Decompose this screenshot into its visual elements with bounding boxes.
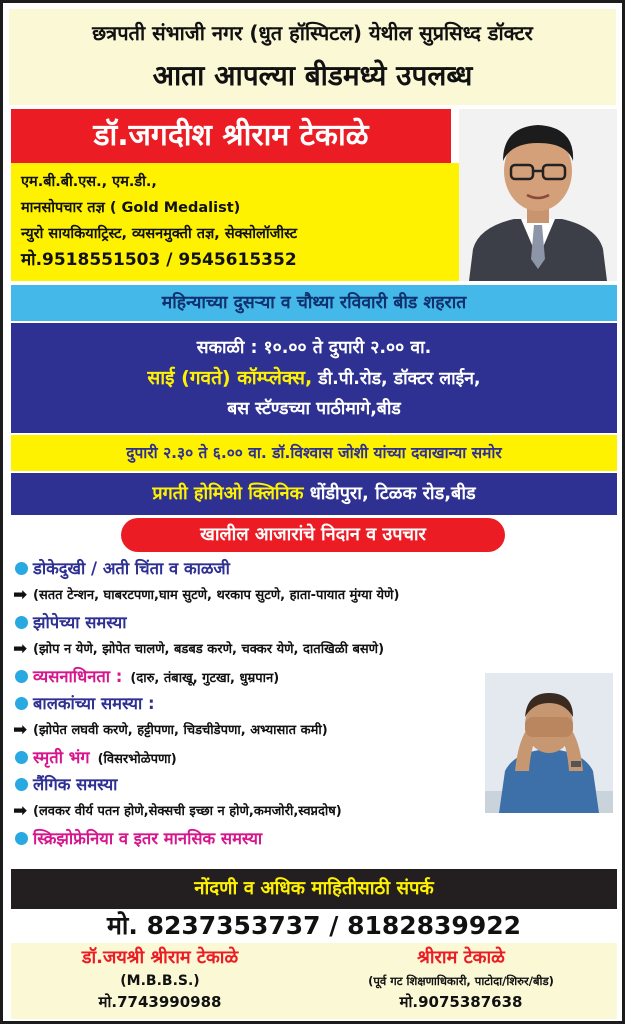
bullet-icon bbox=[15, 778, 28, 791]
header-banner bbox=[9, 9, 616, 105]
visit-days-banner: महिन्याच्या दुसऱ्या व चौथ्या रविवारी बीड शहरात bbox=[11, 285, 617, 321]
footer-left-phone: मो.7743990988 bbox=[98, 993, 222, 1011]
bullet-icon bbox=[15, 616, 28, 629]
treatment-note: (विसरभोळेपणा) bbox=[97, 752, 177, 767]
treatment-symptoms-text: (झोपेत लघवी करणे, हट्टीपणा, चिडचीडेपणा, अभ्यासात कमी) bbox=[33, 723, 328, 738]
header-line-1: छत्रपती संभाजी नगर (धुत हॉस्पिटल) येथील सुप्रसिध्द डॉक्टर bbox=[92, 21, 533, 45]
footer-left-name: डॉ.जयश्री श्रीराम टेकाळे bbox=[81, 947, 239, 968]
treatment-heading-text: बालकांच्या समस्या : bbox=[33, 694, 155, 713]
treatment-symptoms-text: (झोप न येणे, झोपेत चालणे, बडबड करणे, चक्कर येणे, दातखिळी बसणे) bbox=[33, 642, 385, 657]
treatment-heading-text: लैंगिक समस्या bbox=[33, 775, 118, 794]
clinic-address bbox=[11, 473, 617, 515]
arrow-right-icon: ➡ bbox=[13, 720, 28, 740]
doctor-name: डॉ.जगदीश श्रीराम टेकाळे bbox=[11, 109, 451, 163]
doctor-roles: न्युरो सायकियाट्रिस्ट, व्यसनमुक्ती तज्ञ, सेक्सोलॉजीस्ट bbox=[21, 226, 298, 242]
footer-right-name: श्रीराम टेकाळे bbox=[417, 947, 505, 968]
contact-phone: मो. 8237353737 / 8182839922 bbox=[11, 909, 617, 943]
treatment-heading bbox=[11, 609, 617, 636]
clinic-name: प्रगती होमिओ क्लिनिक bbox=[152, 483, 304, 504]
morning-place-highlight: साई (गवते) कॉम्प्लेक्स, bbox=[147, 367, 313, 389]
arrow-right-icon: ➡ bbox=[13, 639, 28, 659]
stressed-person-photo bbox=[485, 673, 613, 813]
treatment-heading-text: डोकेदुखी / अती चिंता व काळजी bbox=[33, 559, 230, 578]
doctor-qualifications bbox=[11, 163, 459, 281]
footer-contact-right bbox=[311, 945, 611, 1013]
morning-place-rest: डी.पी.रोड, डॉक्टर लाईन, bbox=[318, 369, 481, 389]
treatment-heading bbox=[11, 555, 617, 582]
footer bbox=[11, 943, 617, 1019]
treatment-symptoms bbox=[11, 636, 617, 663]
bullet-icon bbox=[15, 832, 28, 845]
doctor-phone: मो.9518551503 / 9545615352 bbox=[21, 250, 297, 270]
doctor-photo bbox=[459, 109, 617, 281]
treatment-note: (दारु, तंबाखू, गुटखा, धुम्रपान) bbox=[130, 671, 280, 686]
treatment-heading-text: स्क्रिझोफ्रेनिया व इतर मानसिक समस्या bbox=[33, 829, 263, 848]
arrow-right-icon: ➡ bbox=[13, 585, 28, 605]
bullet-icon bbox=[15, 562, 28, 575]
footer-left-degree: (M.B.B.S.) bbox=[120, 973, 200, 989]
bullet-icon bbox=[15, 670, 28, 683]
treatments-title: खालील आजारांचे निदान व उपचार bbox=[121, 518, 505, 552]
footer-right-phone: मो.9075387638 bbox=[399, 993, 523, 1011]
doctor-specialty: मानसोपचार तज्ञ ( Gold Medalist) bbox=[21, 200, 241, 216]
treatment-heading-text: झोपेच्या समस्या bbox=[33, 613, 127, 632]
arrow-right-icon: ➡ bbox=[13, 801, 28, 821]
doctor-degrees: एम.बी.बी.एस., एम.डी., bbox=[21, 174, 157, 190]
treatment-symptoms-text: (लवकर वीर्य पतन होणे,सेक्सची इच्छा न होणे,कमजोरी,स्वप्नदोष) bbox=[33, 804, 342, 819]
footer-contact-left bbox=[15, 945, 305, 1013]
footer-right-designation: (पूर्व गट शिक्षणाधिकारी, पाटोदा/शिरुर/बीड) bbox=[368, 974, 554, 988]
treatment-heading bbox=[11, 825, 617, 852]
morning-place-line-2: बस स्टॅण्डच्या पाठीमागे,बीड bbox=[227, 399, 401, 419]
clinic-location: धोंडीपुरा, टिळक रोड,बीड bbox=[309, 483, 476, 504]
treatment-heading-text: स्मृती भंग bbox=[33, 748, 90, 767]
treatment-symptoms bbox=[11, 582, 617, 609]
morning-schedule bbox=[11, 323, 617, 433]
contact-title: नोंदणी व अधिक माहितीसाठी संपर्क bbox=[11, 869, 617, 909]
morning-place bbox=[11, 363, 617, 394]
afternoon-schedule: दुपारी २.३० ते ६.०० वा. डॉ.विश्वास जोशी यांच्या दवाखान्या समोर bbox=[11, 435, 617, 471]
header-line-2: आता आपल्या बीडमध्ये उपलब्ध bbox=[152, 59, 473, 92]
morning-time: सकाळी : १०.०० ते दुपारी २.०० वा. bbox=[196, 338, 432, 358]
treatment-heading-text: व्यसनाधिनता : bbox=[33, 667, 123, 686]
treatment-symptoms-text: (सतत टेन्शन, घाबरटपणा,घाम सुटणे, थरकाप सुटणे, हाता-पायात मुंग्या येणे) bbox=[33, 588, 400, 603]
bullet-icon bbox=[15, 751, 28, 764]
bullet-icon bbox=[15, 697, 28, 710]
